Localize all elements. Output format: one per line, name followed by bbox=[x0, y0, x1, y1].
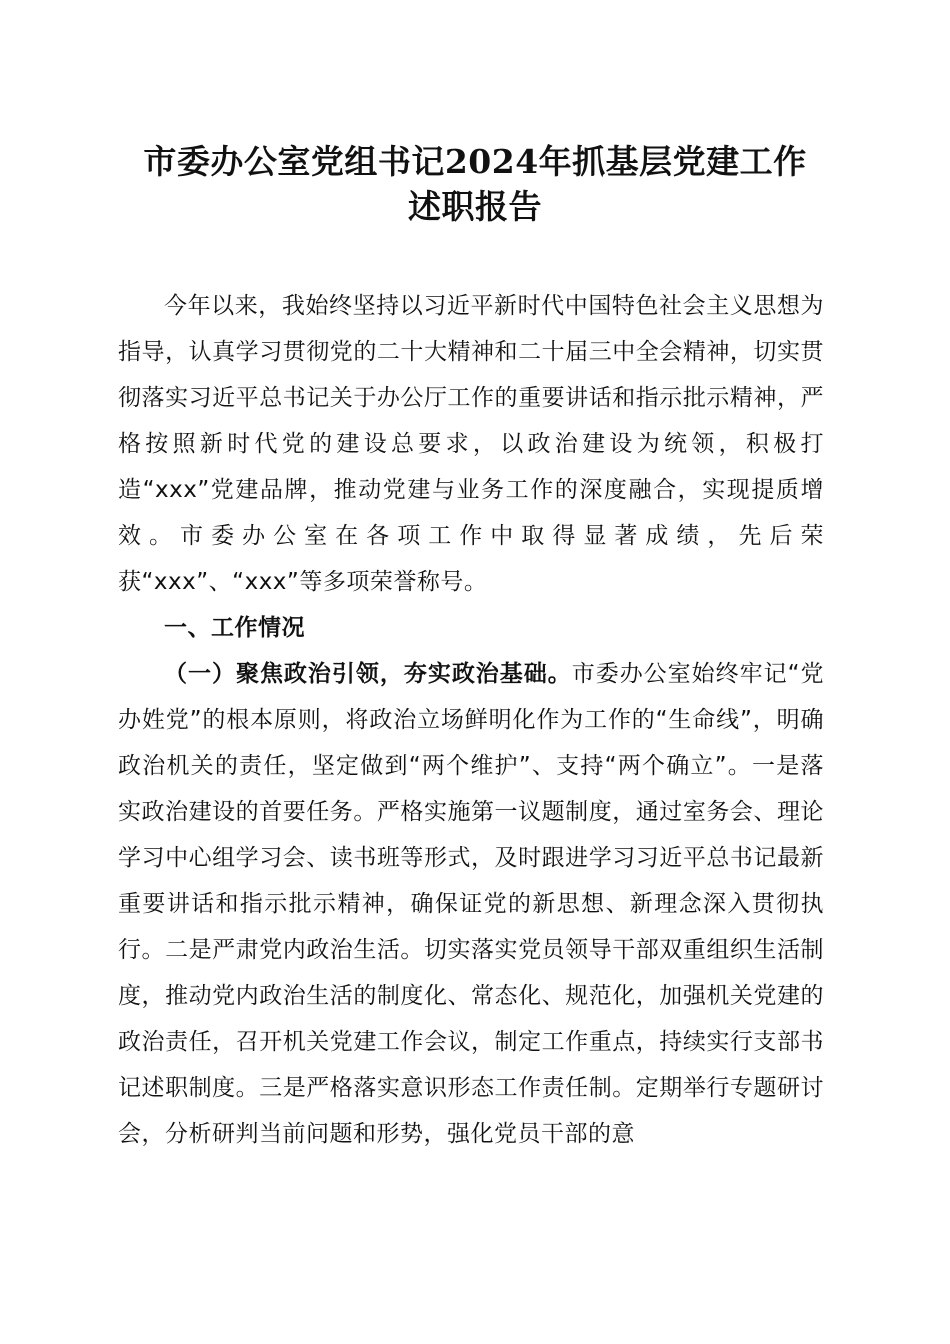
subsection-heading: （一）聚焦政治引领，夯实政治基础。 bbox=[164, 661, 572, 687]
subsection-body-text: 市委办公室始终牢记“党办姓党”的根本原则，将政治立场鲜明化作为工作的“生命线”，明确政治机关的责任，坚定做到“两个维护”、支持“两个确立”。一是落实政治建设的首要任务。严格实施第一议题制度，通过室务会、理论学习中心组学习会、读书班等形式，及时跟进学习习近平总书记最新重要讲话和指示批示精神，确保证党的新思想、新理念深入贯彻执行。二是严肃党内政治生活。切实落实党员领导干部双重组织生活制度，推动党内政治生活的制度化、常态化、规范化，加强机关党建的政治责任，召开机关党建工作会议，制定工作重点，持续实行支部书记述职制度。三是严格落实意识形态工作责任制。定期举行专题研讨会，分析研判当前问题和形势，强化党员干部的意 bbox=[118, 661, 824, 1147]
subsection-paragraph bbox=[118, 651, 824, 1157]
intro-paragraph: 今年以来，我始终坚持以习近平新时代中国特色社会主义思想为指导，认真学习贯彻党的二十大精神和二十届三中全会精神，切实贯彻落实习近平总书记关于办公厅工作的重要讲话和指示批示精神，严格按照新时代党的建设总要求，以政治建设为统领，积极打造“xxx”党建品牌，推动党建与业务工作的深度融合，实现提质增效。市委办公室在各项工作中取得显著成绩，先后荣获“xxx”、“xxx”等多项荣誉称号。 bbox=[118, 293, 824, 595]
section-heading: 一、工作情况 bbox=[164, 615, 305, 641]
document-title-line-2: 述职报告 bbox=[408, 187, 542, 226]
document-title-line-1: 市委办公室党组书记2024年抓基层党建工作 bbox=[143, 142, 807, 181]
document-body bbox=[118, 283, 824, 1157]
